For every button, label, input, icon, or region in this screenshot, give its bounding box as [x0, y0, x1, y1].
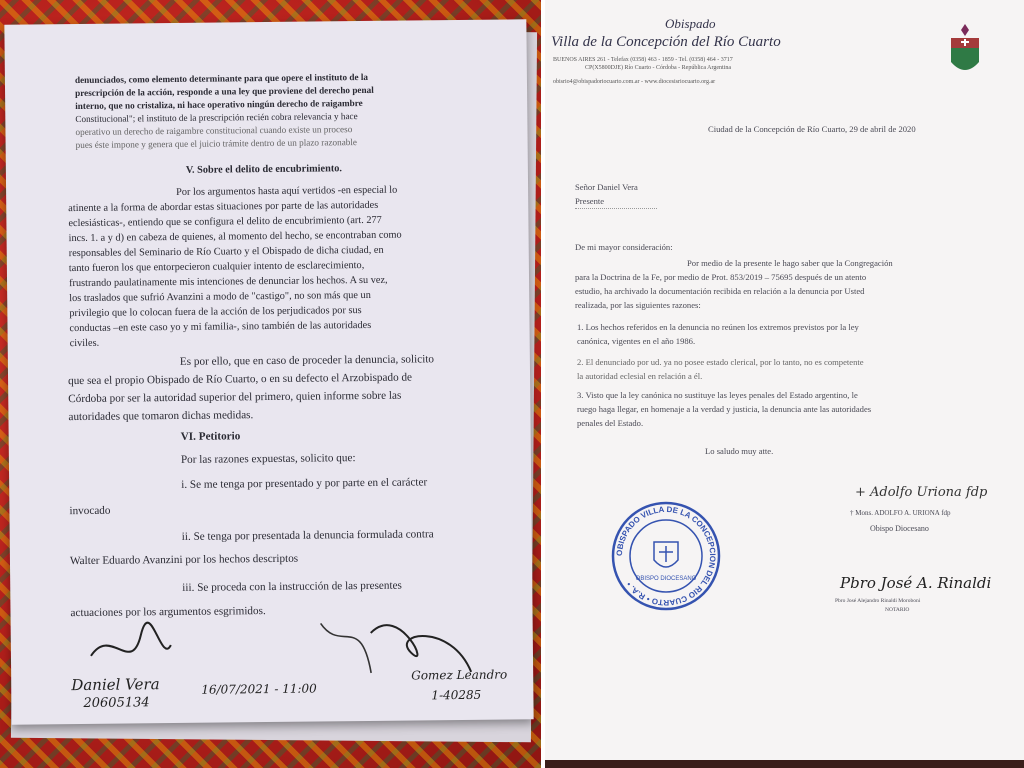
para-line: atinente a la forma de abordar estas situaciones por parte de las autoridades	[68, 199, 379, 215]
top-line: denunciados, como elemento determinante para que opere el instituto de la	[74, 71, 369, 86]
intro-line: para la Doctrina de la Fe, por medio de Prot. 853/2019 – 75695 después de un atento	[575, 272, 867, 282]
reason-line: canónica, vigentes en el año 1986.	[577, 336, 696, 346]
notary-signature: Pbro José A. Rinaldi	[840, 574, 992, 592]
seal-text: OBISPADO VILLA DE LA CONCEPCION DEL RIO CUARTO • R.A. •	[614, 504, 718, 608]
section-vi-title: VI. Petitorio	[180, 430, 241, 443]
bishop-title: Obispo Diocesano	[870, 524, 929, 533]
lawyer-name: Gomez Leandro	[411, 667, 508, 683]
date-line: Ciudad de la Concepción de Río Cuarto, 29 de abril de 2020	[708, 124, 916, 134]
notary-title: NOTARIO	[885, 607, 910, 613]
item-ii-cont: Walter Eduardo Avanzini por los hechos descriptos	[69, 552, 299, 568]
item-i: i. Se me tenga por presentado y por parte en el carácter	[181, 476, 428, 491]
section-v-title: V. Sobre el delito de encubrimiento.	[185, 163, 343, 176]
reason-line: penales del Estado.	[577, 418, 644, 428]
para-line: Córdoba por ser la autoridad superior del primero, quien informe sobre las	[68, 389, 402, 406]
para-line: Es por ello, que en caso de proceder la denuncia, solicito	[179, 353, 435, 368]
item-ii: ii. Se tenga por presentada la denuncia formulada contra	[181, 528, 434, 543]
para-line: conductas –en este caso yo y mi familia-, sino también de las autoridades	[69, 319, 372, 335]
item-i-cont: invocado	[69, 504, 111, 518]
item-iii-cont: actuaciones por los argumentos esgrimidos.	[70, 605, 266, 620]
reason-line: 1. Los hechos referidos en la denuncia no reúnen los extremos previstos por la ley	[577, 322, 859, 332]
intro-line: Por medio de la presente le hago saber que la Congregación	[687, 258, 893, 268]
paragraph-2	[68, 349, 524, 426]
reason-3	[577, 388, 995, 430]
reason-1	[577, 320, 995, 348]
intro-paragraph	[575, 256, 995, 312]
para-line: autoridades que tomaron dichas medidas.	[68, 409, 254, 424]
signature-number: 20605134	[83, 695, 150, 711]
address-2: CP(X5800DJE) Río Cuarto - Córdoba - República Argentina	[585, 65, 732, 71]
complaint-page	[4, 19, 533, 724]
reason-line: la autoridad eclesial en relación a él.	[577, 371, 703, 381]
bishop-signature: + Adolfo Uriona fdp	[855, 485, 988, 500]
top-paragraph	[75, 69, 516, 152]
item-iii: iii. Se proceda con la instrucción de las presentes	[182, 579, 402, 594]
section-v-paragraph	[68, 181, 520, 351]
lawyer-number: 1-40285	[431, 687, 482, 703]
signature-name: Daniel Vera	[71, 675, 160, 695]
address-1: BUENOS AIRES 261 - Telefax (0358) 463 - 1859 - Tel. (0358) 464 - 3717	[553, 57, 733, 63]
diocese-seal	[610, 500, 722, 612]
contact-line: obisrio4@obispadoriocuarto.com.ar - www.diocesisriocuarto.org.ar	[553, 79, 716, 85]
bishop-name: † Mons. ADOLFO A. URIONA fdp	[850, 509, 951, 517]
header-obispado: Obispado	[665, 16, 716, 31]
intro-line: estudio, ha archivado la documentación recibida en relación a la denuncia por Usted	[575, 286, 865, 296]
para-line: los traslados que sufrió Avanzini a modo de "castigo", no son más que un	[69, 289, 371, 305]
closing: Lo saludo muy atte.	[705, 446, 774, 456]
para-line: incs. 1. a y d) en cabeza de quienes, al momento del hecho, se encontraban como	[68, 229, 402, 245]
para-line: frustrando paulatinamente mis intenciones de denunciar los hechos. A su vez,	[69, 274, 388, 290]
intro-line: realizada, por las siguientes razones:	[575, 300, 701, 310]
salutation: De mi mayor consideración:	[575, 242, 673, 252]
top-line: Constitucional"; el instituto de la prescripción recién cobra relevancia y hace	[75, 111, 358, 125]
right-photo	[545, 0, 1024, 768]
petitorio-intro: Por las razones expuestas, solicito que:	[180, 452, 356, 466]
seal-inner-text: OBISPO DIOCESANO	[635, 576, 697, 582]
reason-line: ruego haga llegar, en homenaje a la verdad y justicia, la denuncia ante las autoridades	[577, 404, 872, 414]
header-title: Villa de la Concepción del Río Cuarto	[551, 34, 781, 50]
notary-name: Pbro José Alejandro Rinaldi Moroboni	[835, 598, 921, 604]
reason-2	[577, 355, 995, 383]
para-line: Por los argumentos hasta aquí vertidos -en especial lo	[176, 184, 398, 198]
diocese-crest	[945, 22, 985, 80]
reason-line: 2. El denunciado por ud. ya no posee estado clerical, por lo tanto, no es competente	[577, 357, 864, 367]
para-line: privilegio que lo colocan fuera de la acción de los perjudicados por sus	[69, 305, 362, 320]
bishop-letter	[545, 0, 1024, 760]
para-line: tanto fueron los que entorpecieron cualquier intento de esclarecimiento,	[68, 259, 365, 275]
top-line: pues éste impone y genera que el juicio trámite dentro de un plazo razonable	[75, 137, 358, 151]
reason-line: 3. Visto que la ley canónica no sustituye las leyes penales del Estado argentino, le	[577, 390, 858, 400]
top-line: operativo un derecho de raigambre constitucional cuando existe un proceso	[75, 124, 353, 138]
para-line: civiles.	[69, 337, 100, 350]
recipient-2: Presente	[575, 196, 605, 206]
top-line: interno, que no cristaliza, ni hace operativo ningún derecho de raigambre	[75, 98, 363, 112]
para-line: responsables del Seminario de Río Cuarto y el Obispado de dicha ciudad, en	[68, 244, 384, 260]
para-line: eclesiásticas-, entiendo que se configura el delito de encubrimiento (art. 277	[68, 214, 382, 230]
dotted-line	[575, 208, 657, 209]
para-line: que sea el propio Obispado de Río Cuarto, o en su defecto el Arzobispado de	[68, 371, 413, 388]
recipient: Señor Daniel Vera	[575, 182, 638, 192]
top-line: prescripción de la acción, responde a una ley que proviene del derecho penal	[75, 84, 374, 99]
handwritten-date: 16/07/2021 - 11:00	[201, 681, 317, 697]
